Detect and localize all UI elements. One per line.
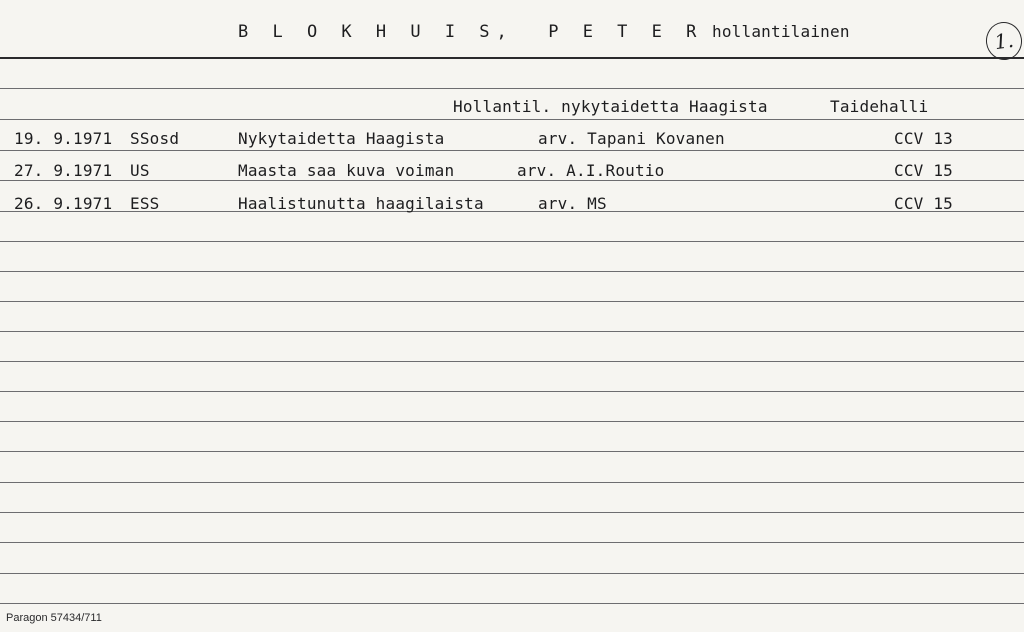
entry-headline: Nykytaidetta Haagista [238, 129, 445, 148]
artist-name: B L O K H U I S, P E T E R [238, 22, 704, 42]
entry-reviewer: arv. A.I.Routio [517, 161, 665, 180]
entry-date: 27. 9.1971 [14, 161, 113, 180]
ruled-line [0, 301, 1024, 302]
card-footer: Paragon 57434/711 [6, 612, 102, 624]
entry-paper: SSosd [130, 129, 180, 148]
exhibition-venue: Taidehalli [830, 97, 929, 116]
entry-reviewer: arv. Tapani Kovanen [538, 129, 725, 148]
entry-paper: ESS [130, 194, 160, 213]
nationality: hollantilainen [712, 22, 850, 41]
ruled-line [0, 331, 1024, 332]
ruled-line [0, 150, 1024, 151]
entry-code: CCV 15 [894, 194, 953, 213]
entry-paper: US [130, 161, 150, 180]
card-number: 1. [984, 20, 1024, 63]
ruled-line [0, 603, 1024, 604]
ruled-line [0, 542, 1024, 543]
ruled-line [0, 241, 1024, 242]
ruled-line [0, 361, 1024, 362]
ruled-line [0, 88, 1024, 89]
ruled-line [0, 512, 1024, 513]
entry-date: 26. 9.1971 [14, 194, 113, 213]
entry-headline: Haalistunutta haagilaista [238, 194, 484, 213]
ruled-line [0, 119, 1024, 120]
entry-date: 19. 9.1971 [14, 129, 113, 148]
ruled-line [0, 573, 1024, 574]
entry-code: CCV 13 [894, 129, 953, 148]
ruled-line [0, 421, 1024, 422]
ruled-line [0, 451, 1024, 452]
ruled-line [0, 482, 1024, 483]
ruled-line [0, 271, 1024, 272]
ruled-line [0, 180, 1024, 181]
entry-reviewer: arv. MS [538, 194, 607, 213]
entry-code: CCV 15 [894, 161, 953, 180]
header-rule [0, 57, 1024, 59]
ruled-line [0, 391, 1024, 392]
entry-headline: Maasta saa kuva voiman [238, 161, 455, 180]
exhibition-title: Hollantil. nykytaidetta Haagista [453, 97, 768, 116]
